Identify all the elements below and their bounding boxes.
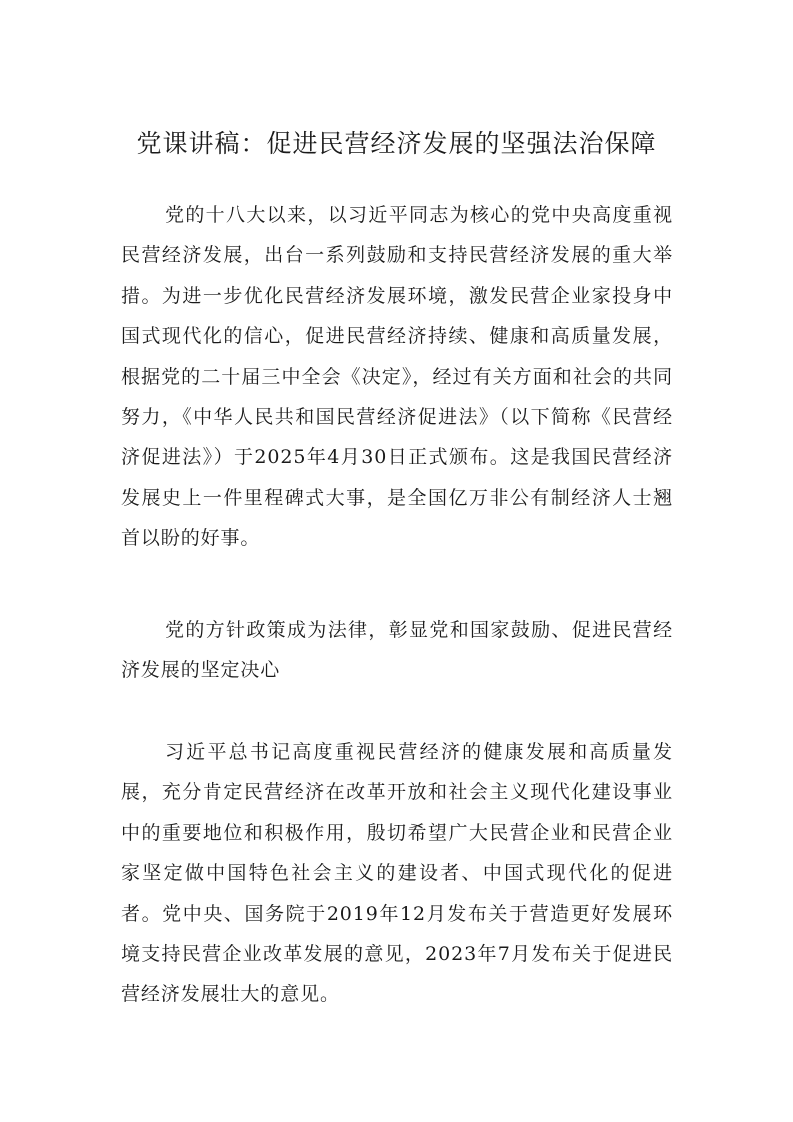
paragraph-body: 习近平总书记高度重视民营经济的健康发展和高质量发展，充分肯定民营经济在改革开放和社会主义现代化建设事业中的重要地位和积极作用，殷切希望广大民营企业和民营企业家坚定做中国特色社会主义的建设者、中国式现代化的促进者。党中央、国务院于2019年12月发布关于营造更好发展环境支持民营企业改革发展的意见，2023年7月发布关于促进民营经济发展壮大的意见。 [121,741,673,1006]
paragraph-intro: 党的十八大以来，以习近平同志为核心的党中央高度重视民营经济发展，出台一系列鼓励和支持民营经济发展的重大举措。为进一步优化民营经济发展环境，激发民营企业家投身中国式现代化的信心，促进民营经济持续、健康和高质量发展，根据党的二十届三中全会《决定》，经过有关方面和社会的共同努力，《中华人民共和国民营经济促进法》（以下简称《民营经济促进法》）于2025年4月30日正式颁布。这是我国民营经济发展史上一件里程碑式大事，是全国亿万非公有制经济人士翘首以盼的好事。 [121,204,673,550]
document-title: 党课讲稿：促进民营经济发展的坚强法治保障 [136,129,657,158]
section-heading: 党的方针政策成为法律，彰显党和国家鼓励、促进民营经济发展的坚定决心 [121,619,673,682]
